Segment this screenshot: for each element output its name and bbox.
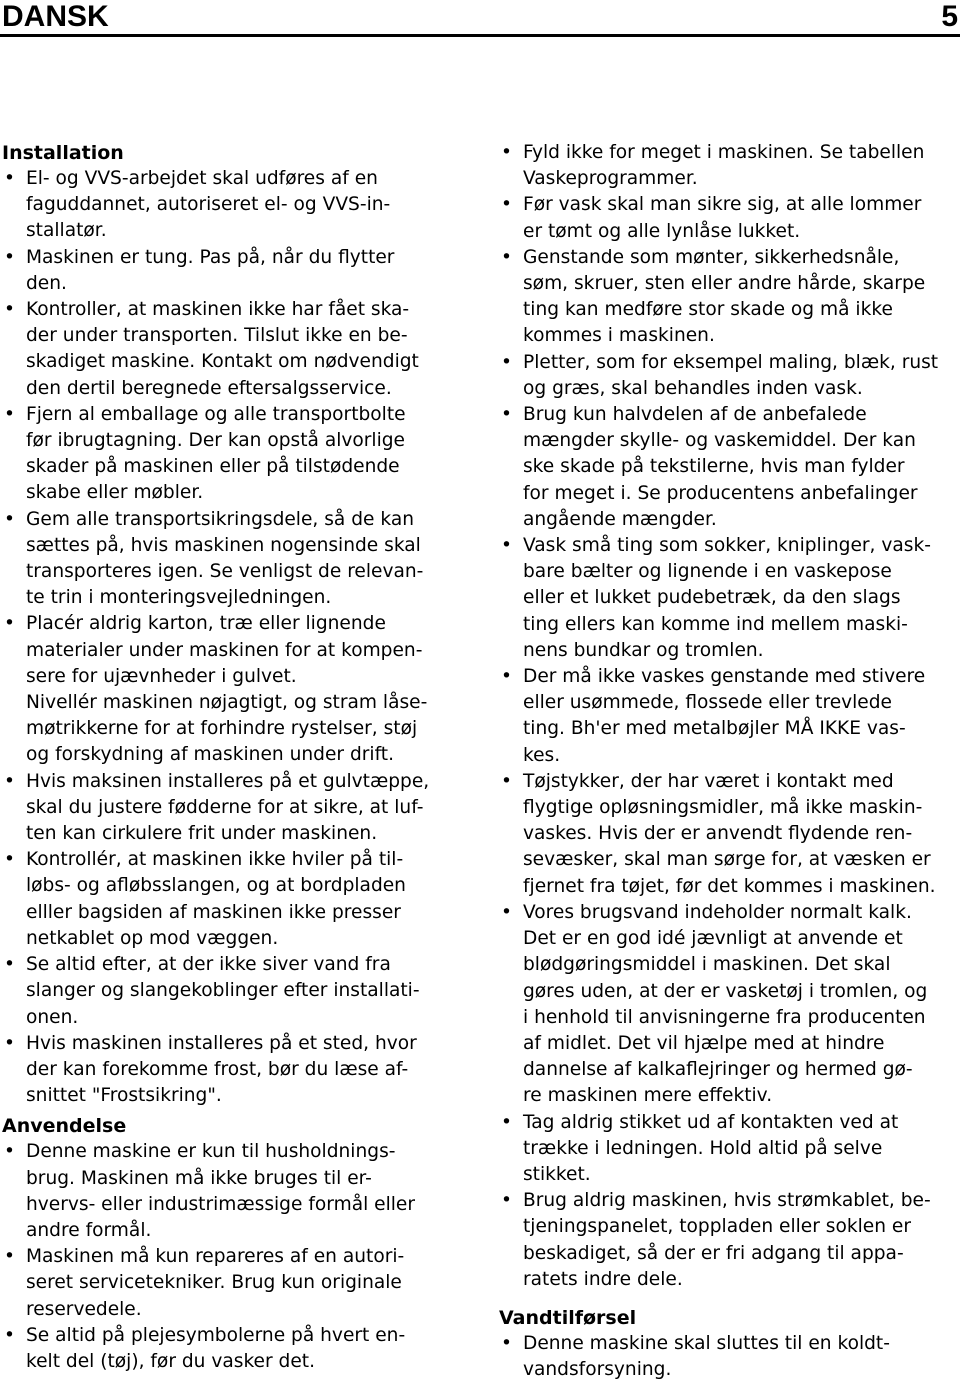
text-line: mængder skylle- og vaskemiddel. Der kan	[523, 430, 916, 452]
text-line: transporteres igen. Se venligst de relevan-	[26, 561, 424, 583]
text-line: te trin i monteringsvejledningen.	[26, 587, 332, 609]
text-line: • Denne maskine er kun til husholdnings-	[26, 1141, 396, 1163]
text-line: • Tøjstykker, der har været i kontakt med	[523, 770, 894, 792]
text-line: dannelse af kalkaflejringer og hermed gø-	[523, 1059, 913, 1081]
text-line: skal du justere fødderne for at sikre, at luf-	[26, 796, 424, 818]
text-line: • Maskinen må kun repareres af en autori-	[26, 1246, 405, 1268]
text-line: ratets indre dele.	[523, 1268, 683, 1290]
page-header	[0, 0, 960, 36]
installation-heading: Installation	[2, 142, 124, 164]
text-line: elller bagsiden af maskinen ikke presser	[26, 901, 401, 923]
text-line: skabe eller møbler.	[26, 482, 204, 504]
text-line: ten kan cirkulere frit under maskinen.	[26, 823, 378, 845]
list-item	[499, 245, 960, 350]
text-line: netkablet op mod væggen.	[26, 927, 279, 949]
text-line: tjeningspanelet, toppladen eller soklen er	[523, 1216, 912, 1238]
text-line: møtrikkerne for at forhindre rystelser, støj	[26, 718, 418, 740]
text-line: flygtige opløsningsmidler, må ikke maskin-	[523, 797, 923, 819]
text-line: • Gem alle transportsikringsdele, så de kan	[26, 508, 414, 530]
text-line: ting ellers kan komme ind mellem maski-	[523, 613, 908, 635]
list-item	[2, 1139, 462, 1244]
text-line: for meget i. Se producentens anbefalinger	[523, 482, 918, 504]
list-item	[2, 1031, 462, 1110]
list-item	[2, 952, 462, 1031]
washing-list	[499, 140, 960, 1293]
text-line: Nivellér maskinen nøjagtigt, og stram låse-	[26, 692, 428, 714]
text-line: beskadiget, så der er fri adgang til appa-	[523, 1242, 904, 1264]
right-column	[499, 140, 960, 1383]
text-line: Vaskeprogrammer.	[523, 168, 698, 190]
text-line: blødgøringsmiddel i maskinen. Det skal	[523, 954, 891, 976]
text-line: sættes på, hvis maskinen nogensinde skal	[26, 534, 421, 556]
text-line: eller usømmede, flossede eller trevlede	[523, 692, 892, 714]
text-line: ting kan medføre stor skade og må ikke	[523, 299, 893, 321]
text-line: fjernet fra tøjet, før det kommes i maskinen.	[523, 875, 936, 897]
text-line: bare bælter og lignende i en vaskepose	[523, 561, 892, 583]
list-item	[2, 1323, 462, 1375]
text-line: sere for ujævnheder i gulvet.	[26, 665, 297, 687]
text-line: • Vores brugsvand indeholder normalt kalk.	[523, 901, 912, 923]
list-item	[499, 664, 960, 769]
text-line: sevæsker, skal man sørge for, at væsken er	[523, 849, 931, 871]
installation-list-2	[2, 769, 462, 1110]
water-supply-heading: Vandtilførsel	[499, 1306, 637, 1329]
text-line: • Brug kun halvdelen af de anbefalede	[523, 404, 867, 426]
text-line: er tømt og alle lynlåse lukket.	[523, 220, 801, 242]
list-item	[499, 192, 960, 244]
installation-list	[2, 166, 462, 690]
list-item	[2, 245, 462, 297]
text-line: eller et lukket pudebetræk, da den slags	[523, 587, 901, 609]
text-line: materialer under maskinen for at kompen-	[26, 639, 423, 661]
text-line: • Hvis maskinen installeres på et sted, hvor	[26, 1032, 417, 1054]
list-item	[499, 1331, 960, 1383]
text-line: den dertil beregnede eftersalgsservice.	[26, 377, 392, 399]
leveling-paragraph	[2, 690, 462, 769]
language-label: DANSK	[2, 0, 109, 33]
text-line: • Fjern al emballage og alle transportbolte	[26, 403, 406, 425]
text-line: • Se altid efter, at der ikke siver vand fra	[26, 954, 391, 976]
text-line: kelt del (tøj), før du vasker det.	[26, 1350, 315, 1372]
list-item	[499, 533, 960, 664]
text-line: vandsforsyning.	[523, 1359, 672, 1381]
text-line: ske skade på tekstilerne, hvis man fylder	[523, 456, 905, 478]
text-line: skadiget maskine. Kontakt om nødvendigt	[26, 351, 419, 373]
list-item	[2, 1244, 462, 1323]
text-line: • Der må ikke vaskes genstande med stivere	[523, 666, 926, 688]
list-item	[499, 900, 960, 1110]
text-line: • Fyld ikke for meget i maskinen. Se tabellen	[523, 142, 925, 163]
text-line: • Hvis maksinen installeres på et gulvtæppe,	[26, 770, 430, 792]
list-item	[499, 1110, 960, 1189]
text-line: • Vask små ting som sokker, kniplinger, vask-	[523, 535, 931, 557]
list-item	[499, 350, 960, 402]
text-line: • Placér aldrig karton, træ eller lignende	[26, 613, 386, 635]
text-line: angående mængder.	[523, 508, 717, 530]
use-list	[2, 1139, 462, 1375]
list-item	[2, 402, 462, 507]
text-line: andre formål.	[26, 1219, 152, 1241]
text-line: • Før vask skal man sikre sig, at alle lommer	[523, 194, 922, 216]
text-line: ting. Bh'er med metalbøjler MÅ IKKE vas-	[523, 718, 906, 740]
text-line: den.	[26, 272, 67, 294]
text-line: hvervs- eller industrimæssige formål eller	[26, 1193, 416, 1215]
list-item	[499, 402, 960, 533]
text-line: reservedele.	[26, 1298, 142, 1320]
text-line: vaskes. Hvis der er anvendt flydende ren-	[523, 823, 913, 845]
list-item	[499, 769, 960, 900]
text-line: snittet "Frostsikring".	[26, 1085, 222, 1107]
left-column	[2, 140, 462, 1375]
list-item	[2, 769, 462, 848]
text-line: af midlet. Det vil hjælpe med at hindre	[523, 1032, 885, 1054]
water-supply-list	[499, 1331, 960, 1383]
text-line: • Kontrollér, at maskinen ikke hviler på til-	[26, 849, 404, 871]
list-item	[2, 847, 462, 952]
text-line: • Genstande som mønter, sikkerhedsnåle,	[523, 246, 900, 268]
text-line: kes.	[523, 744, 561, 766]
text-line: • Maskinen er tung. Pas på, når du flytter	[26, 246, 395, 268]
text-line: trække i ledningen. Hold altid på selve	[523, 1137, 883, 1159]
text-line: faguddannet, autoriseret el- og VVS-in-	[26, 194, 391, 216]
text-line: brug. Maskinen må ikke bruges til er-	[26, 1167, 372, 1189]
text-line: stallatør.	[26, 220, 107, 242]
page-number: 5	[941, 0, 958, 33]
text-line: der kan forekomme frost, bør du læse af-	[26, 1058, 409, 1080]
text-line: • Denne maskine skal sluttes til en koldt-	[523, 1332, 890, 1354]
text-line: slanger og slangekoblinger efter installati-	[26, 980, 420, 1002]
list-item	[2, 507, 462, 612]
text-line: løbs- og afløbsslangen, og at bordpladen	[26, 875, 406, 897]
text-line: re maskinen mere effektiv.	[523, 1085, 773, 1107]
text-line: skader på maskinen eller på tilstødende	[26, 456, 400, 478]
text-line: • Tag aldrig stikket ud af kontakten ved at	[523, 1111, 899, 1133]
text-line: før ibrugtagning. Der kan opstå alvorlige	[26, 430, 405, 452]
text-line: i henhold til anvisningerne fra producenten	[523, 1006, 926, 1028]
text-line: • Brug aldrig maskinen, hvis strømkablet, be-	[523, 1190, 931, 1212]
text-line: søm, skruer, sten eller andre hårde, skarpe	[523, 273, 926, 295]
text-line: og forskydning af maskinen under drift.	[26, 744, 394, 766]
text-line: • El- og VVS-arbejdet skal udføres af en	[26, 168, 378, 189]
text-line: seret servicetekniker. Brug kun originale	[26, 1272, 402, 1294]
use-heading: Anvendelse	[2, 1115, 127, 1138]
text-line: nens bundkar og tromlen.	[523, 639, 764, 661]
text-line: Det er en god idé jævnligt at anvende et	[523, 928, 903, 950]
list-item	[499, 1188, 960, 1293]
text-line: • Se altid på plejesymbolerne på hvert en-	[26, 1324, 406, 1346]
header-rule	[0, 34, 960, 37]
text-line: stikket.	[523, 1163, 591, 1185]
list-item	[2, 297, 462, 402]
list-item	[2, 611, 462, 690]
text-line: der under transporten. Tilslut ikke en be-	[26, 325, 408, 347]
text-line: gøres uden, at der er vasketøj i tromlen, og	[523, 980, 928, 1002]
list-item	[499, 140, 960, 192]
list-item	[2, 166, 462, 245]
text-line: og græs, skal behandles inden vask.	[523, 377, 863, 399]
text-line: onen.	[26, 1006, 79, 1028]
text-line: kommes i maskinen.	[523, 325, 715, 347]
text-line: • Pletter, som for eksempel maling, blæk, rust	[523, 351, 939, 373]
text-line: • Kontroller, at maskinen ikke har fået ska-	[26, 299, 410, 321]
